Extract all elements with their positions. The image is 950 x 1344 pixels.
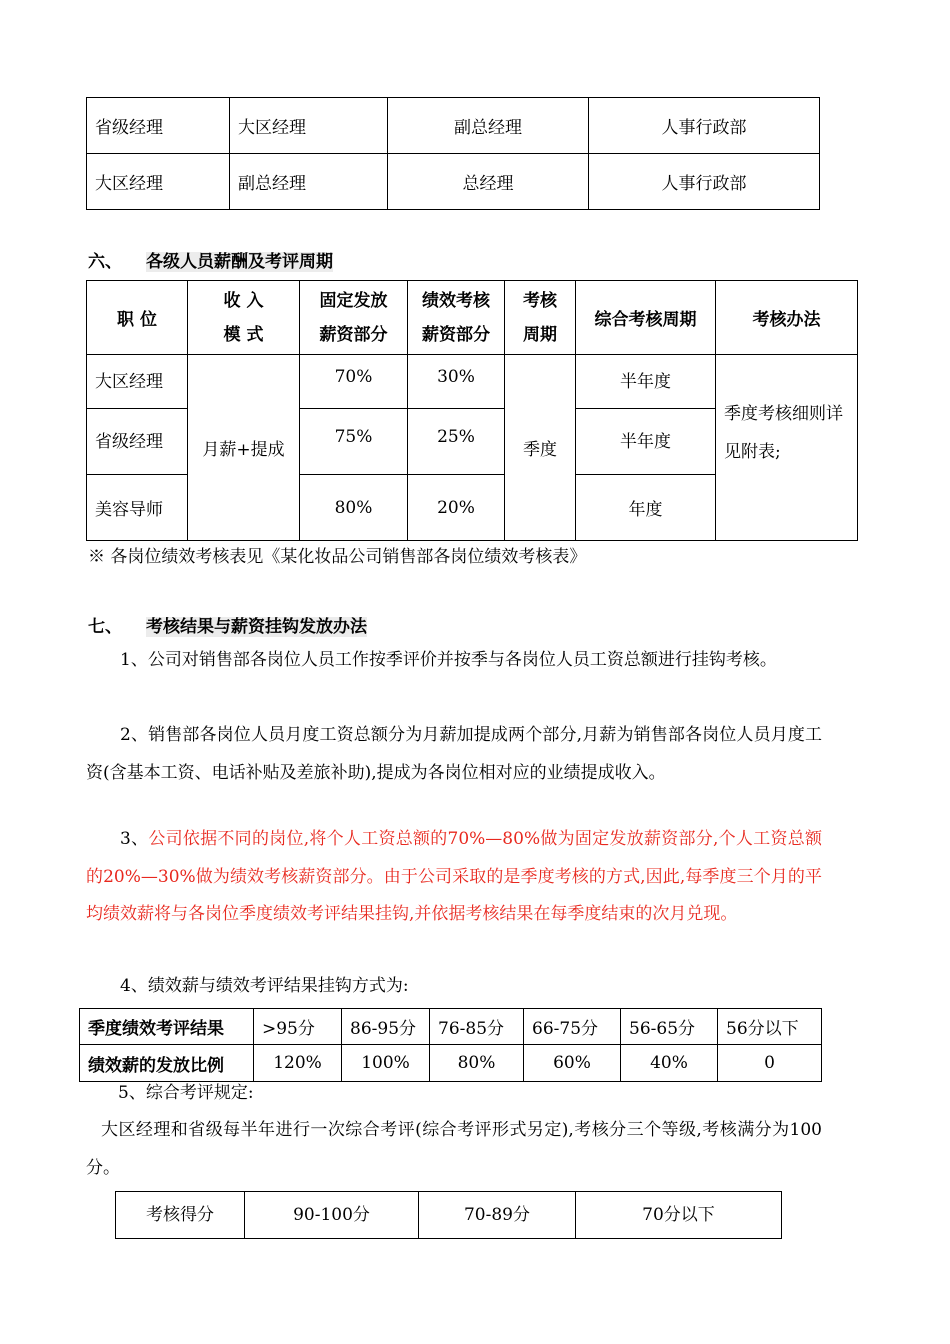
section7-heading [88, 612, 367, 637]
table-cell: 半年度 [576, 409, 716, 475]
table-cell: 省级经理 [87, 98, 230, 154]
paragraph-1: 1、公司对销售部各岗位人员工作按季评价并按季与各岗位人员工资总额进行挂钩考核。 [120, 650, 777, 670]
top-approval-table [86, 97, 820, 210]
table-cell: 76-85分 [430, 1009, 524, 1045]
header-line: 考核 [523, 290, 557, 311]
table-cell: 大区经理 [87, 355, 188, 409]
table-cell: 考核得分 [116, 1192, 245, 1239]
table-cell: 86-95分 [342, 1009, 430, 1045]
table-cell: 美容导师 [87, 475, 188, 541]
section-number: 七、 [88, 617, 122, 637]
table-cell: 70分以下 [576, 1192, 782, 1239]
table-cell: 人事行政部 [589, 98, 820, 154]
header-line: 固定发放 [319, 290, 388, 311]
table-cell: 大区经理 [230, 98, 388, 154]
header-position: 职 位 [87, 281, 188, 355]
paragraph-4: 4、绩效薪与绩效考评结果挂钩方式为: [120, 976, 409, 996]
paragraph-3 [86, 821, 822, 934]
header-line: 模 式 [223, 324, 264, 345]
header-method: 考核办法 [716, 281, 858, 355]
table-cell: 70-89分 [419, 1192, 576, 1239]
table-cell: 副总经理 [388, 98, 589, 154]
income-mode-cell: 月薪+提成 [188, 355, 300, 541]
header-line: 绩效考核 [422, 290, 490, 311]
table-cell: 省级经理 [87, 409, 188, 475]
table-cell: 80% [430, 1045, 524, 1082]
header-income-mode [188, 281, 300, 355]
highlighted-text: 公司依据不同的岗位,将个人工资总额的70%—80%做为固定发放薪资部分,个人工资总额的20%—30%做为绩效考核薪资部分。由于公司采取的是季度考核的方式,因此,每季度三个月的平均绩效薪将与各岗位季度绩效考评结果挂钩,并依据考核结果在每季度结束的次月兑现。 [86, 829, 822, 924]
table-cell: 66-75分 [524, 1009, 621, 1045]
section6-heading [88, 247, 333, 272]
section-title: 各级人员薪酬及考评周期 [146, 252, 333, 272]
table-cell: 80% [300, 475, 408, 541]
table-cell: 70% [300, 355, 408, 409]
header-performance [408, 281, 505, 355]
performance-pay-table [79, 1008, 822, 1082]
header-line: 薪资部分 [422, 324, 490, 345]
section-title: 考核结果与薪资挂钩发放办法 [146, 617, 367, 637]
compensation-table [86, 280, 858, 541]
table-cell: 0 [718, 1045, 822, 1082]
header-fixed [300, 281, 408, 355]
table-cell: 75% [300, 409, 408, 475]
cycle-cell: 季度 [505, 355, 576, 541]
table-cell: 30% [408, 355, 505, 409]
table-cell: 56-65分 [621, 1009, 718, 1045]
table-cell: 56分以下 [718, 1009, 822, 1045]
table-cell: 大区经理 [87, 154, 230, 210]
header-line: 周期 [523, 324, 557, 345]
table-cell: 60% [524, 1045, 621, 1082]
table-cell: 120% [254, 1045, 342, 1082]
table-cell: 25% [408, 409, 505, 475]
paragraph-5: 5、综合考评规定: [118, 1083, 254, 1103]
table-cell: 100% [342, 1045, 430, 1082]
table-cell: 半年度 [576, 355, 716, 409]
header-line: 薪资部分 [319, 324, 388, 345]
paragraph-6: 大区经理和省级每半年进行一次综合考评(综合考评形式另定),考核分三个等级,考核满分为100分。 [86, 1120, 822, 1178]
table-cell: 年度 [576, 475, 716, 541]
table-cell: 人事行政部 [589, 154, 820, 210]
table-cell: 20% [408, 475, 505, 541]
table-cell: 副总经理 [230, 154, 388, 210]
method-cell: 季度考核细则详见附表; [716, 355, 858, 541]
table-note: ※ 各岗位绩效考核表见《某化妆品公司销售部各岗位绩效考核表》 [88, 547, 587, 567]
table-cell: 总经理 [388, 154, 589, 210]
row-label: 季度绩效考评结果 [80, 1009, 254, 1045]
header-cycle [505, 281, 576, 355]
header-comprehensive: 综合考核周期 [576, 281, 716, 355]
header-line: 收 入 [223, 290, 264, 311]
table-cell: 40% [621, 1045, 718, 1082]
table-cell: >95分 [254, 1009, 342, 1045]
table-cell: 90-100分 [245, 1192, 419, 1239]
paragraph-2: 2、销售部各岗位人员月度工资总额分为月薪加提成两个部分,月薪为销售部各岗位人员月度工资(含基本工资、电话补贴及差旅补助),提成为各岗位相对应的业绩提成收入。 [86, 725, 822, 783]
paragraph-prefix: 3、 [120, 829, 149, 849]
row-label: 绩效薪的发放比例 [80, 1045, 254, 1082]
score-table [115, 1191, 782, 1239]
section-number: 六、 [88, 252, 122, 272]
